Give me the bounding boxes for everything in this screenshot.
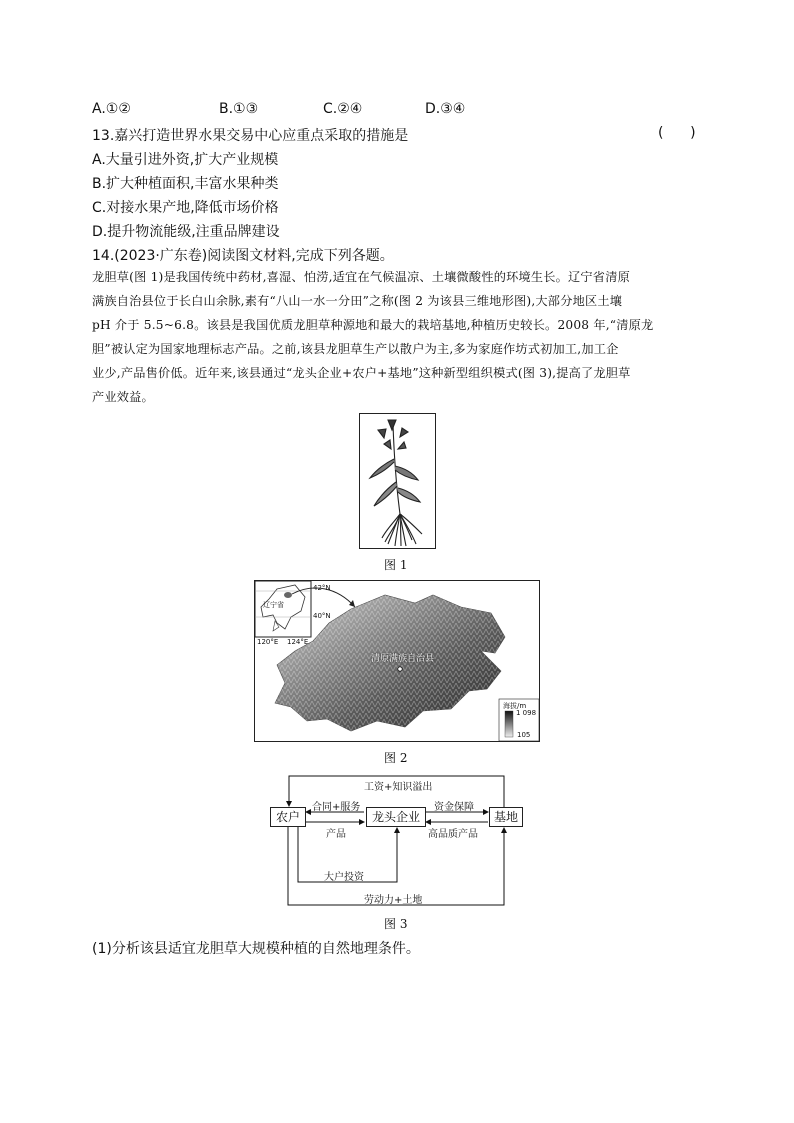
q14-material	[92, 265, 702, 409]
node-base: 基地	[489, 807, 523, 827]
figure-2-caption: 图 2	[384, 751, 408, 765]
q14-sub-question-1: (1)分析该县适宜龙胆草大规模种植的自然地理条件。	[92, 941, 420, 957]
material-line: pH 介于 5.5~6.8。该县是我国优质龙胆草种源地和最大的栽培基地,种植历史较长。2008 年,“清原龙	[92, 318, 654, 332]
label-wage-knowledge: 工资+知识溢出	[364, 782, 433, 793]
figure-2-frame	[254, 580, 540, 742]
lon-124-label: 124°E	[287, 638, 309, 646]
label-contract-service: 合同+服务	[312, 802, 361, 813]
material-line: 满族自治县位于长白山余脉,素有“八山一水一分田”之称(图 2 为该县三维地形图),大部分地区土壤	[92, 294, 623, 308]
q12-option-a: A.①②	[92, 101, 131, 117]
figure-1-caption: 图 1	[384, 558, 408, 572]
label-product: 产品	[326, 829, 346, 840]
figure-3-diagram	[260, 770, 530, 910]
q13-stem: 13.嘉兴打造世界水果交易中心应重点采取的措施是	[92, 128, 409, 144]
label-big-household-investment: 大户投资	[324, 872, 364, 883]
material-line: 产业效益。	[92, 390, 154, 404]
material-line: 龙胆草(图 1)是我国传统中药材,喜湿、怕涝,适宜在气候温凉、土壤微酸性的环境生长。辽宁省清原	[92, 270, 630, 284]
figure-3-caption: 图 3	[384, 917, 408, 931]
q13-option-b: B.扩大种植面积,丰富水果种类	[92, 176, 279, 192]
material-line: 业少,产品售价低。近年来,该县通过“龙头企业+农户+基地”这种新型组织模式(图 3),提高了龙胆草	[92, 366, 631, 380]
label-fund-guarantee: 资金保障	[434, 802, 474, 813]
legend-min: 105	[517, 731, 531, 739]
material-line: 胆”被认定为国家地理标志产品。之前,该县龙胆草生产以散户为主,多为家庭作坊式初加工,加工企	[92, 342, 619, 356]
q12-option-b: B.①③	[219, 101, 259, 117]
node-leading-firm: 龙头企业	[366, 807, 426, 827]
label-quality-product: 高品质产品	[428, 829, 478, 840]
inset-province-label: 辽宁省	[263, 601, 284, 609]
lat-42-label: 42°N	[313, 584, 331, 592]
q12-option-c: C.②④	[323, 101, 363, 117]
legend-max: 1 098	[516, 709, 537, 717]
q12-option-d: D.③④	[425, 101, 466, 117]
label-labor-land: 劳动力+土地	[364, 895, 423, 906]
legend-title: 海拔/m	[503, 702, 527, 710]
q13-option-a: A.大量引进外资,扩大产业规模	[92, 152, 279, 168]
lat-40-label: 40°N	[313, 612, 331, 620]
q14-stem: 14.(2023·广东卷)阅读图文材料,完成下列各题。	[92, 248, 394, 264]
lon-120-label: 120°E	[257, 638, 279, 646]
q13-option-d: D.提升物流能级,注重品牌建设	[92, 224, 280, 240]
node-farmer: 农户	[270, 807, 306, 827]
q13-answer-bracket: ( )	[658, 125, 696, 141]
q13-option-c: C.对接水果产地,降低市场价格	[92, 200, 279, 216]
gentian-plant-illustration	[360, 414, 435, 548]
county-seat-label: 清原满族自治县	[371, 654, 435, 664]
figure-1-frame	[359, 413, 436, 549]
